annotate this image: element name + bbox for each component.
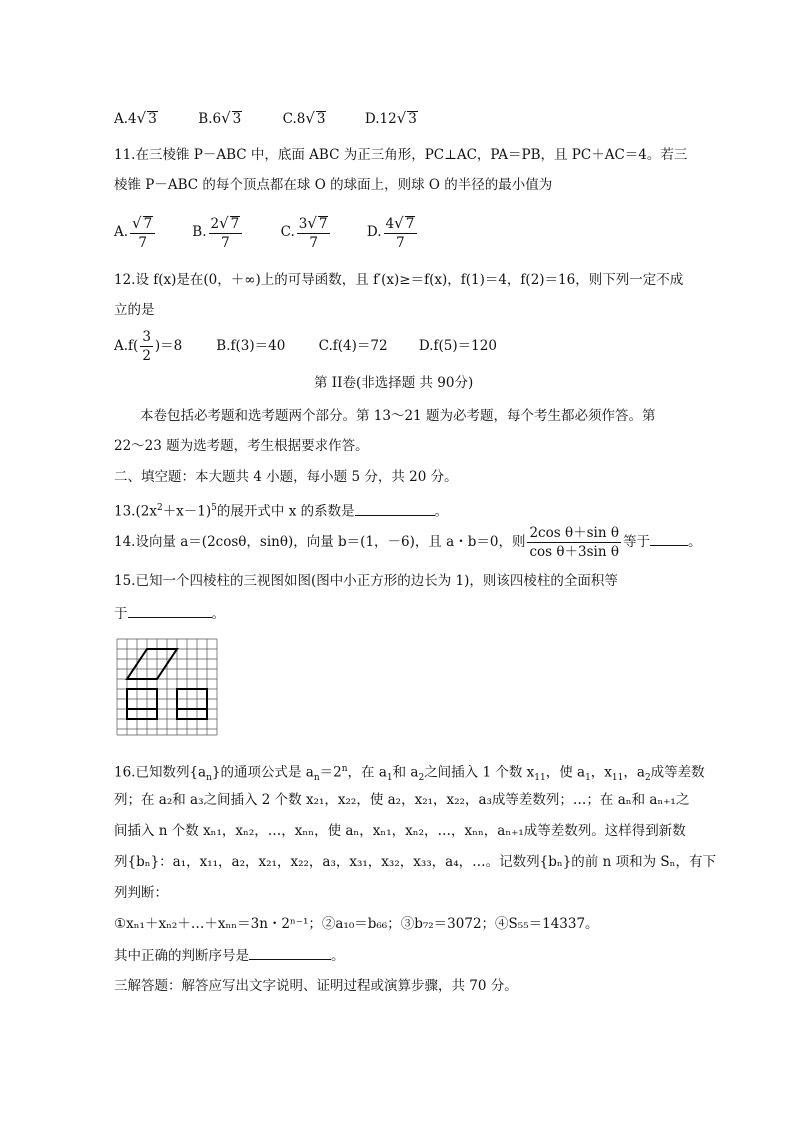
q10-option-a: A.4√ 3 xyxy=(114,109,157,127)
q12-option-b: B.f(3)＝40 xyxy=(216,338,286,354)
q11-option-b: B. $\frac{2√ 7}{7}$ xyxy=(192,212,276,252)
q13-answer-blank xyxy=(355,501,435,516)
section-2-title: 第 II卷(非选择题 共 90分) xyxy=(314,375,474,391)
q16-line-5: 列判断： xyxy=(114,885,168,901)
three-view-grid xyxy=(116,638,218,736)
q14-answer-blank xyxy=(650,531,688,546)
q16-line-7: 其中正确的判断序号是 。 xyxy=(114,945,345,966)
answer-heading: 三解答题：解答应写出文字说明、证明过程或演算步骤，共 70 分。 xyxy=(114,978,518,994)
q15-line-1: 15.已知一个四棱柱的三视图如图(图中小正方形的边长为 1)，则该四棱柱的全面积等 xyxy=(114,573,618,589)
grid-lines xyxy=(117,639,217,735)
q10-option-d: D.12√ 3 xyxy=(364,109,417,127)
intro-line-2: 22～23 题为选考题，考生根据要求作答。 xyxy=(114,438,369,454)
front-view-lower xyxy=(127,709,157,719)
q11-option-a: A. $\frac{√ 7}{7}$ xyxy=(114,212,188,252)
q12-line-1: 12.设 f(x)是在(0，＋∞)上的可导函数，且 f′(x)≥＝f(x)，f(1)＝4，f(2)＝16，则下列一定不成 xyxy=(114,272,684,288)
q11-option-c: C. $\frac{3√ 7}{7}$ xyxy=(281,212,363,252)
q16-line-3: 间插入 n 个数 xₙ₁，xₙ₂，…，xₙₙ，使 aₙ，xₙ₁，xₙ₂，…，xₙₙ，aₙ₊₁成等差数列。这样得到新数 xyxy=(114,823,686,839)
q12-options xyxy=(114,327,497,365)
q11-option-d: D. $\frac{4√ 7}{7}$ xyxy=(367,212,419,252)
q16-line-1: 16.已知数列$\{a_n\}$的通项公式是 $a_n=2^n$，在 $a_1$和 $a_2$之间插入 1 个数 $x_{11}$，使 $a_1$，$x_{11}$，$a_2$成等差数 xyxy=(114,764,705,784)
intro-line-1: 本卷包括必考题和选考题两个部分。第 13～21 题为必考题，每个考生都必须作答。第 xyxy=(140,408,656,424)
q12-option-d: D.f(5)＝120 xyxy=(418,338,497,354)
fill-heading: 二、填空题：本大题共 4 小题，每小题 5 分，共 20 分。 xyxy=(114,469,458,485)
q14: 14.设向量 a＝(2cosθ，sinθ)，向量 b＝(1，－6)，且 a・b＝0，则 $\frac{\text{2cos θ＋sin θ}}{\text{cos θ＋3sin θ}}$ 等于 。 xyxy=(114,525,702,560)
q16-line-2: 列；在 a₂和 a₃之间插入 2 个数 x₂₁，x₂₂，使 a₂，x₂₁，x₂₂，a₃成等差数列；…；在 aₙ和 aₙ₊₁之 xyxy=(114,792,690,808)
q12-option-a: A.f( $\frac{3}{2}$ )＝8 xyxy=(114,329,183,364)
q15-answer-blank xyxy=(128,603,212,618)
q16-line-6: ①xₙ₁＋xₙ₂＋…＋xₙₙ＝3n・2ⁿ⁻¹；②a₁₀＝b₆₆；③b₇₂＝3072；④S₅₅＝14337。 xyxy=(114,916,599,932)
q13: $13.(2x^2+x-1)^5$的展开式中 x 的系数是 。 xyxy=(114,498,448,522)
three-view-figure xyxy=(116,638,218,740)
q10-option-b: B.6√ 3 xyxy=(198,109,242,127)
q10-options xyxy=(114,108,418,129)
top-view-parallelogram xyxy=(127,649,177,679)
q12-option-c: C.f(4)＝72 xyxy=(318,338,388,354)
q16-line-4: 列{bₙ}：a₁，x₁₁，a₂，x₂₁，x₂₂，a₃，x₃₁，x₃₂，x₃₃，a₄，…。记数列{bₙ}的前 n 项和为 Sₙ，有下 xyxy=(114,854,716,870)
q16-answer-blank xyxy=(249,945,331,960)
q11-options xyxy=(114,212,419,252)
q12-line-2: 立的是 xyxy=(114,302,155,318)
q11-line-1: 11.在三棱锥 P－ABC 中，底面 ABC 为正三角形，PC⊥AC，PA＝PB，且 PC＋AC＝4。若三 xyxy=(114,147,688,163)
q10-option-c: C.8√ 3 xyxy=(282,109,326,127)
side-view-lower xyxy=(177,709,207,719)
q15-line-2: 于 。 xyxy=(114,603,225,624)
q11-line-2: 棱锥 P－ABC 的每个顶点都在球 O 的球面上，则球 O 的半径的最小值为 xyxy=(114,177,553,193)
